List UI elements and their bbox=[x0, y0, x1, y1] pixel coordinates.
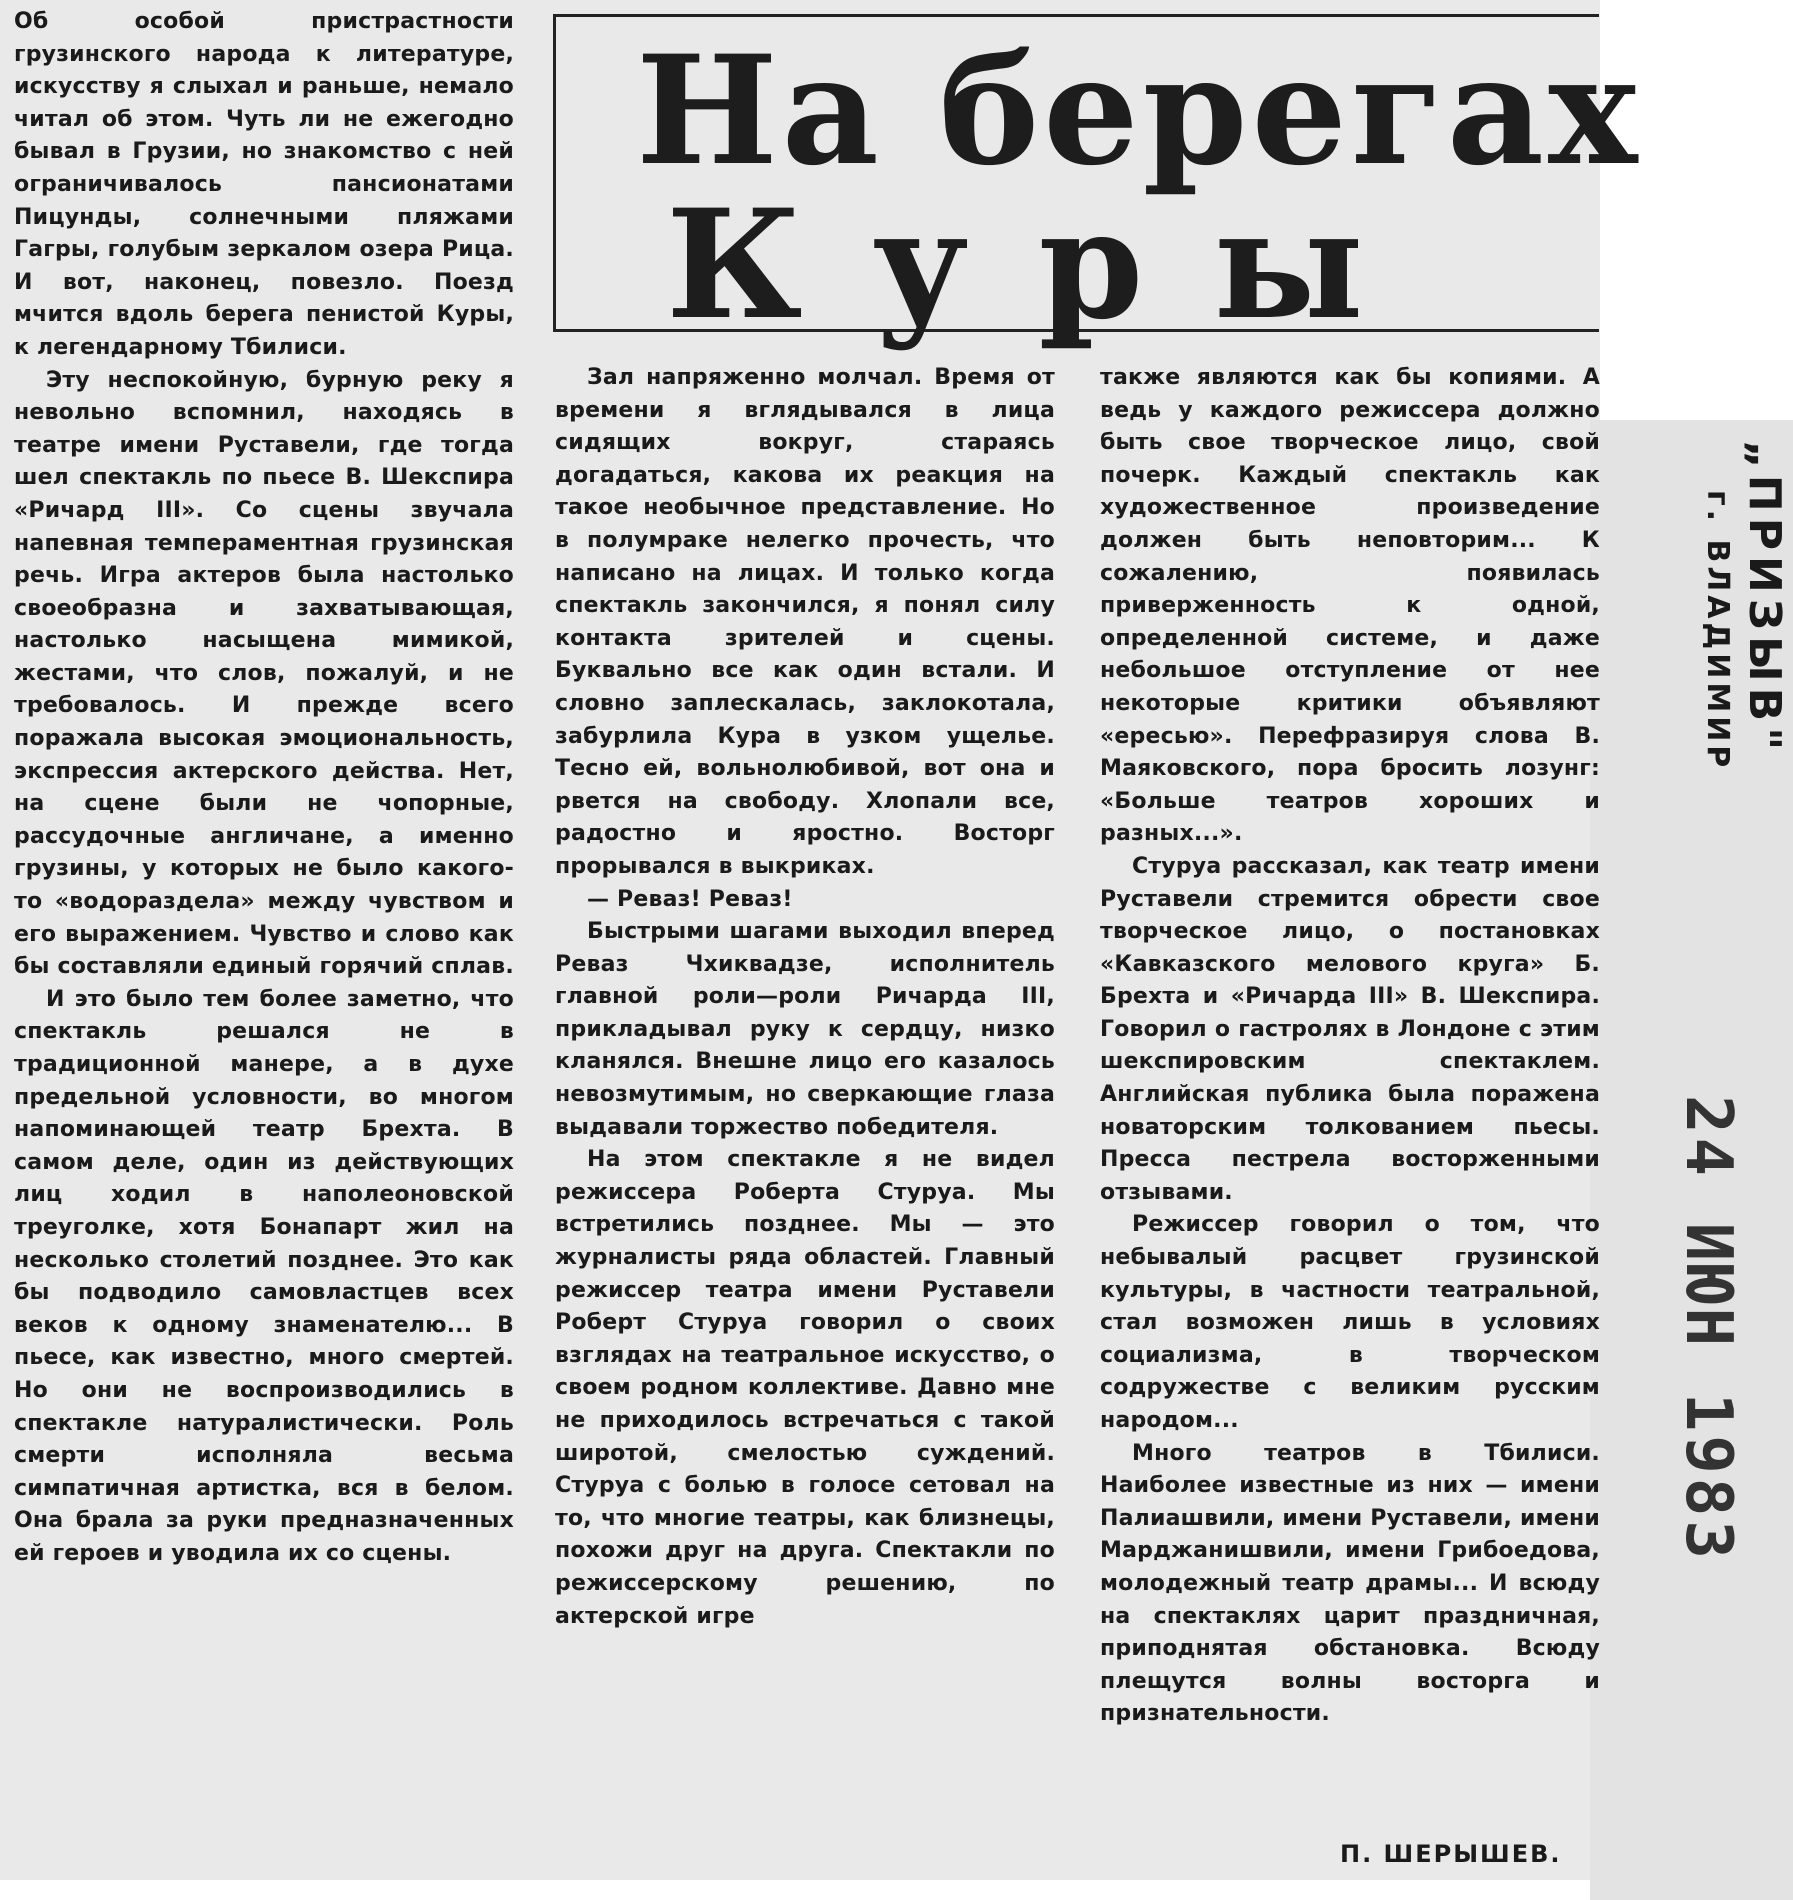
headline-box bbox=[553, 14, 1642, 353]
article-column-3 bbox=[1100, 362, 1600, 1731]
headline-line-1: На берегах bbox=[636, 23, 1642, 199]
paragraph: Режиссер говорил о том, что небывалый расцвет грузинской культуры, в частности театральной, стал возможен лишь в условиях социализма, в творческом содружестве с великим русским народом... bbox=[1100, 1212, 1600, 1433]
headline-line-2: Куры bbox=[666, 177, 1434, 353]
article-column-1 bbox=[14, 6, 514, 1571]
date-stamp: 24 ИЮН 1983 bbox=[1671, 1095, 1745, 1563]
paragraph: Много театров в Тбилиси. Наиболее известные из них — имени Палиашвили, имени Руставели, имени Марджанишвили, имени Грибоедова, молодежный театр драмы... И всюду на спектаклях царит праздничная, приподнятая обстановка. Всюду плещутся волны восторга и признательности. bbox=[1100, 1440, 1600, 1727]
paragraph: И это было тем более заметно, что спектакль решался не в традиционной манере, а в духе предельной условности, во многом напоминающей театр Брехта. В самом деле, один из действующих лиц ходил в наполеоновской треуголке, хотя Бонапарт жил на несколько столетий позднее. Это как бы подводило самовластцев всех веков к одному знаменателю... В пьесе, как известно, много смертей. Но они не воспроизводились в спектакле натуралистически. Роль смерти исполняла весьма симпатичная артистка, вся в белом. Она брала за руки предназначенных ей героев и уводила их со сцены. bbox=[14, 986, 514, 1566]
newspaper-name-label: „ПРИЗЫВ" bbox=[1739, 440, 1790, 757]
paragraph: Стуруа рассказал, как театр имени Руставели стремится обрести свое творческое лицо, о постановках «Кавказского мелового круга» Б. Брехта и «Ричарда III» В. Шекспира. Говорил о гастролях в Лондоне с этим шекспировским спектаклем. Английская публика была поражена новаторским толкованием пьесы. Пресса пестрела восторженными отзывами. bbox=[1100, 853, 1600, 1205]
paragraph: также являются как бы копиями. А ведь у каждого режиссера должно быть свое творческое лицо, свой почерк. Каждый спектакль как художественное произведение должен быть неповторим... К сожалению, появилась приверженность к одной, определенной системе, и даже небольшое отступление от нее некоторые критики объявляют «ересью». Перефразируя слова В. Маяковского, пора бросить лозунг: «Больше театров хороших и разных...». bbox=[1100, 365, 1600, 847]
city-label: г. ВЛАДИМИР bbox=[1700, 490, 1735, 772]
paragraph: — Реваз! Реваз! bbox=[587, 886, 793, 912]
paragraph: Быстрыми шагами выходил вперед Реваз Чхиквадзе, исполнитель главной роли—роли Ричарда III, прикладывал руку к сердцу, низко кланялся. Внешне лицо его казалось невозмутимым, но сверкающие глаза выдавали торжество победителя. bbox=[555, 919, 1055, 1140]
paragraph: Об особой пристрастности грузинского народа к литературе, искусству я слыхал и раньше, немало читал об этом. Чуть ли не ежегодно бывал в Грузии, но знакомство с ней ограничивалось пансионатами Пицунды, солнечными пляжами Гагры, голубым зеркалом озера Рица. И вот, наконец, повезло. Поезд мчится вдоль берега пенистой Куры, к легендарному Тбилиси. bbox=[14, 9, 514, 360]
paragraph: Зал напряженно молчал. Время от времени я вглядывался в лица сидящих вокруг, стараясь догадаться, какова их реакция на такое необычное представление. Но в полумраке нелегко прочесть, что написано на лицах. И только когда спектакль закончился, я понял силу контакта зрителей и сцены. Буквально все как один встали. И словно заплескалась, заклокотала, забурлила Кура в узком ущелье. Тесно ей, вольнолюбивой, вот она и рвется на свободу. Хлопали все, радостно и яростно. Восторг прорывался в выкриках. bbox=[555, 365, 1055, 879]
paragraph: На этом спектакле я не видел режиссера Роберта Стуруа. Мы встретились позднее. Мы — это журналисты ряда областей. Главный режиссер театра имени Руставели Роберт Стуруа говорил о своих взглядах на театральное искусство, о своем родном коллективе. Давно мне не приходилось встречаться с такой широтой, смелостью суждений. Стуруа с болью в голосе сетовал на то, что многие театры, как близнецы, похожи друг на друга. Спектакли по режиссерскому решению, по актерской игре bbox=[555, 1147, 1055, 1629]
author-signature: П. ШЕРЫШЕВ. bbox=[1340, 1840, 1562, 1868]
article-column-2 bbox=[555, 362, 1055, 1633]
paragraph: Эту неспокойную, бурную реку я невольно вспомнил, находясь в театре имени Руставели, где тогда шел спектакль по пьесе В. Шекспира «Ричард III». Со сцены звучала напевная темпераментная грузинская речь. Игра актеров была настолько своеобразна и захватывающая, настолько насыщена мимикой, жестами, что слов, пожалуй, и не требовалось. И прежде всего поражала высокая эмоциональность, экспрессия актерского действа. Нет, на сцене были не чопорные, рассудочные англичане, а именно грузины, у которых не было какого-то «водораздела» между чувством и его выражением. Чувство и слово как бы составляли единый горячий сплав. bbox=[14, 367, 514, 980]
